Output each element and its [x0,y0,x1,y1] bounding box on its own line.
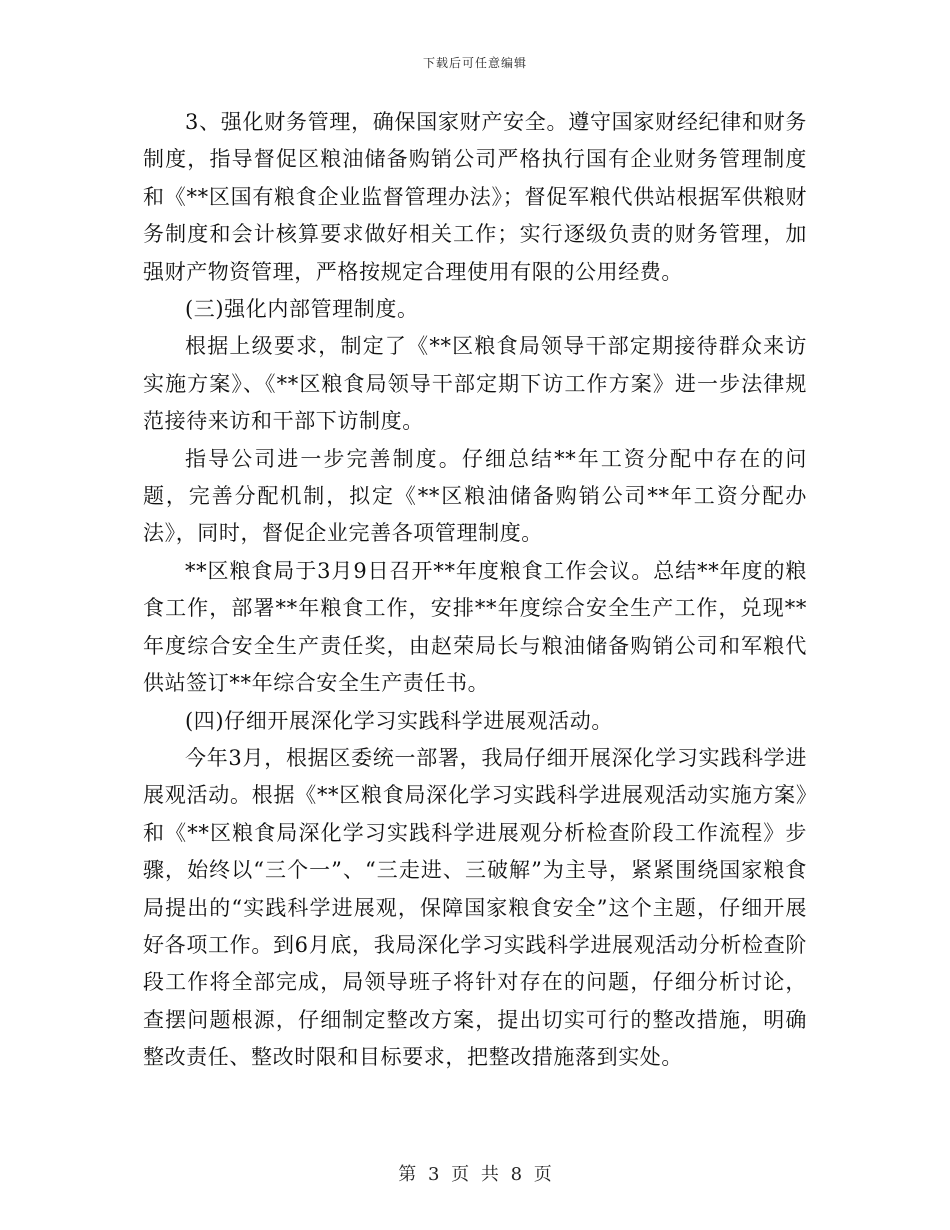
section-heading-internal-management: (三)强化内部管理制度。 [185,297,419,322]
document-body [143,104,807,1077]
paragraph-salary-system: 指导公司进一步完善制度。仔细总结**年工资分配中存在的问题，完善分配机制，拟定《**区粮油储备购销公司**年工资分配办法》，同时，督促企业完善各项管理制度。 [143,446,807,546]
paragraph-study-activity: 今年3月，根据区委统一部署，我局仔细开展深化学习实践科学进展观活动。根据《**区粮食局深化学习实践科学进展观活动实施方案》和《**区粮食局深化学习实践科学进展观分析检查阶段工作流程》步骤，始终以“三个一”、“三走进、三破解”为主导，紧紧围绕国家粮食局提出的“实践科学进展观，保障国家粮食安全”这个主题，仔细开展好各项工作。到6月底，我局深化学习实践科学进展观活动分析检查阶段工作将全部完成，局领导班子将针对存在的问题，仔细分析讨论，查摆问题根源，仔细制定整改方案，提出切实可行的整改措施，明确整改责任、整改时限和目标要求，把整改措施落到实处。 [143,745,807,1070]
page-number: 第 3 页 共 8 页 [398,1164,552,1185]
section-heading-study-activity: (四)仔细开展深化学习实践科学进展观活动。 [185,708,613,733]
paragraph-work-meeting: **区粮食局于3月9日召开**年度粮食工作会议。总结**年度的粮食工作，部署**年粮食工作，安排**年度综合安全生产工作，兑现**年度综合安全生产责任奖，由赵荣局长与粮油储备购销公司和军粮代供站签订**年综合安全生产责任书。 [143,558,807,696]
page-header: 下载后可任意编辑 [422,56,527,70]
paragraph-finance: 3、强化财务管理，确保国家财产安全。遵守国家财经纪律和财务制度，指导督促区粮油储备购销公司严格执行国有企业财务管理制度和《**区国有粮食企业监督管理办法》；督促军粮代供站根据军供粮财务制度和会计核算要求做好相关工作；实行逐级负责的财务管理，加强财产物资管理，严格按规定合理使用有限的公用经费。 [143,110,807,284]
paragraph-visit-plans: 根据上级要求，制定了《**区粮食局领导干部定期接待群众来访实施方案》、《**区粮食局领导干部定期下访工作方案》进一步法律规范接待来访和干部下访制度。 [143,334,807,434]
